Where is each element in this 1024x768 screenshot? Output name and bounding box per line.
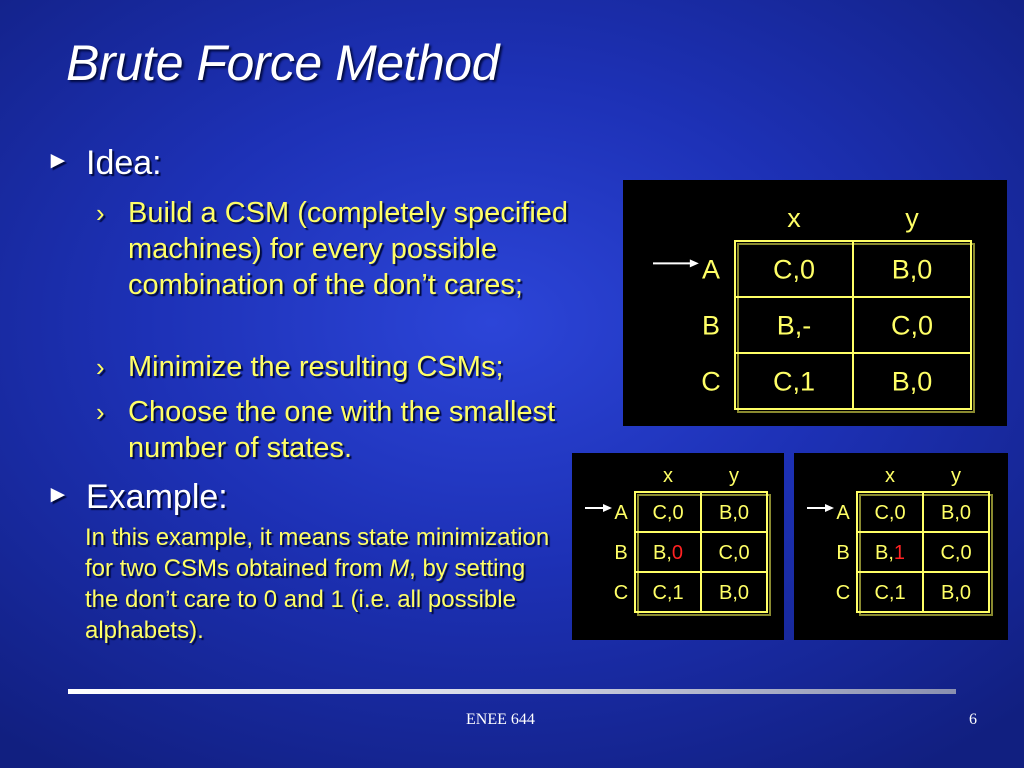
state-label: A (614, 502, 628, 525)
table-column-header: x (787, 203, 801, 233)
state-label: A (836, 502, 850, 525)
table-cell: B,0 (718, 502, 750, 525)
slide-title: Brute Force Method (66, 35, 499, 91)
table-cell: B,0 (891, 254, 933, 285)
footer-divider (68, 689, 956, 694)
table-cell: B,0 (940, 502, 972, 525)
footer-course: ENEE 644 (466, 711, 535, 728)
table-cell: C,0 (772, 254, 816, 285)
initial-state-arrowhead-icon (603, 504, 612, 512)
bullet-arrow-icon: ► (46, 147, 70, 174)
example-description (85, 522, 565, 646)
table-column-header: x (663, 465, 673, 487)
table-cell: C,1 (652, 582, 684, 605)
table-cell: B,- (776, 310, 812, 341)
sub-bullet-chevron-icon: › (96, 352, 105, 382)
subitem-text: Minimize the resulting CSMs; (128, 351, 504, 383)
table-column-header: x (885, 465, 895, 487)
table-cell: C,0 (874, 502, 906, 525)
table-cell: C,0 (718, 542, 750, 565)
example-desc-machine-name: M (389, 555, 410, 582)
bullet-arrow-icon: ► (46, 481, 70, 508)
state-label: A (701, 254, 721, 285)
table-cell: B,0 (718, 582, 750, 605)
state-table-main (623, 180, 1007, 426)
subitem-text: Choose the one with the smallest number of states. (128, 396, 556, 464)
table-cell: B,0 (652, 542, 684, 565)
state-label: B (836, 542, 850, 565)
table-column-header: y (905, 203, 919, 233)
table-cell: C,0 (652, 502, 684, 525)
state-label: B (614, 542, 628, 565)
bullet-idea-label: Idea: (86, 144, 162, 182)
state-table-main-svg (623, 180, 1007, 426)
example-desc-part1: In this example, it means state minimization for two CSMs obtained from (85, 524, 550, 582)
initial-state-arrowhead-icon (825, 504, 834, 512)
footer-page-number: 6 (969, 711, 977, 728)
state-table-csm0-svg (572, 453, 784, 640)
state-label: C (835, 582, 851, 605)
sub-bullet-chevron-icon: › (96, 198, 105, 228)
state-table-csm1-svg (794, 453, 1008, 640)
table-cell: C,0 (890, 310, 934, 341)
state-label: C (613, 582, 629, 605)
table-cell: C,1 (772, 366, 816, 397)
table-cell: B,0 (940, 582, 972, 605)
state-label: B (701, 310, 721, 341)
bullet-example-label: Example: (86, 478, 228, 516)
dont-care-assigned-value: 1 (893, 542, 906, 565)
table-cell: B,0 (891, 366, 933, 397)
table-cell: B,1 (874, 542, 906, 565)
state-table-csm0 (572, 453, 784, 640)
state-table-csm1 (794, 453, 1008, 640)
table-column-header: y (951, 465, 961, 487)
initial-state-arrowhead-icon (690, 259, 699, 267)
table-cell: C,0 (940, 542, 972, 565)
table-cell: C,1 (874, 582, 906, 605)
subitem-text: Build a CSM (completely specified machines) for every possible combination of the don’t cares; (128, 197, 569, 301)
example-desc-part2: , by setting the don’t care to 0 and 1 (i.e. all possible alphabets). (85, 555, 526, 644)
state-label: C (701, 366, 721, 397)
dont-care-assigned-value: 0 (671, 542, 684, 565)
table-column-header: y (729, 465, 739, 487)
sub-bullet-chevron-icon: › (96, 397, 105, 427)
